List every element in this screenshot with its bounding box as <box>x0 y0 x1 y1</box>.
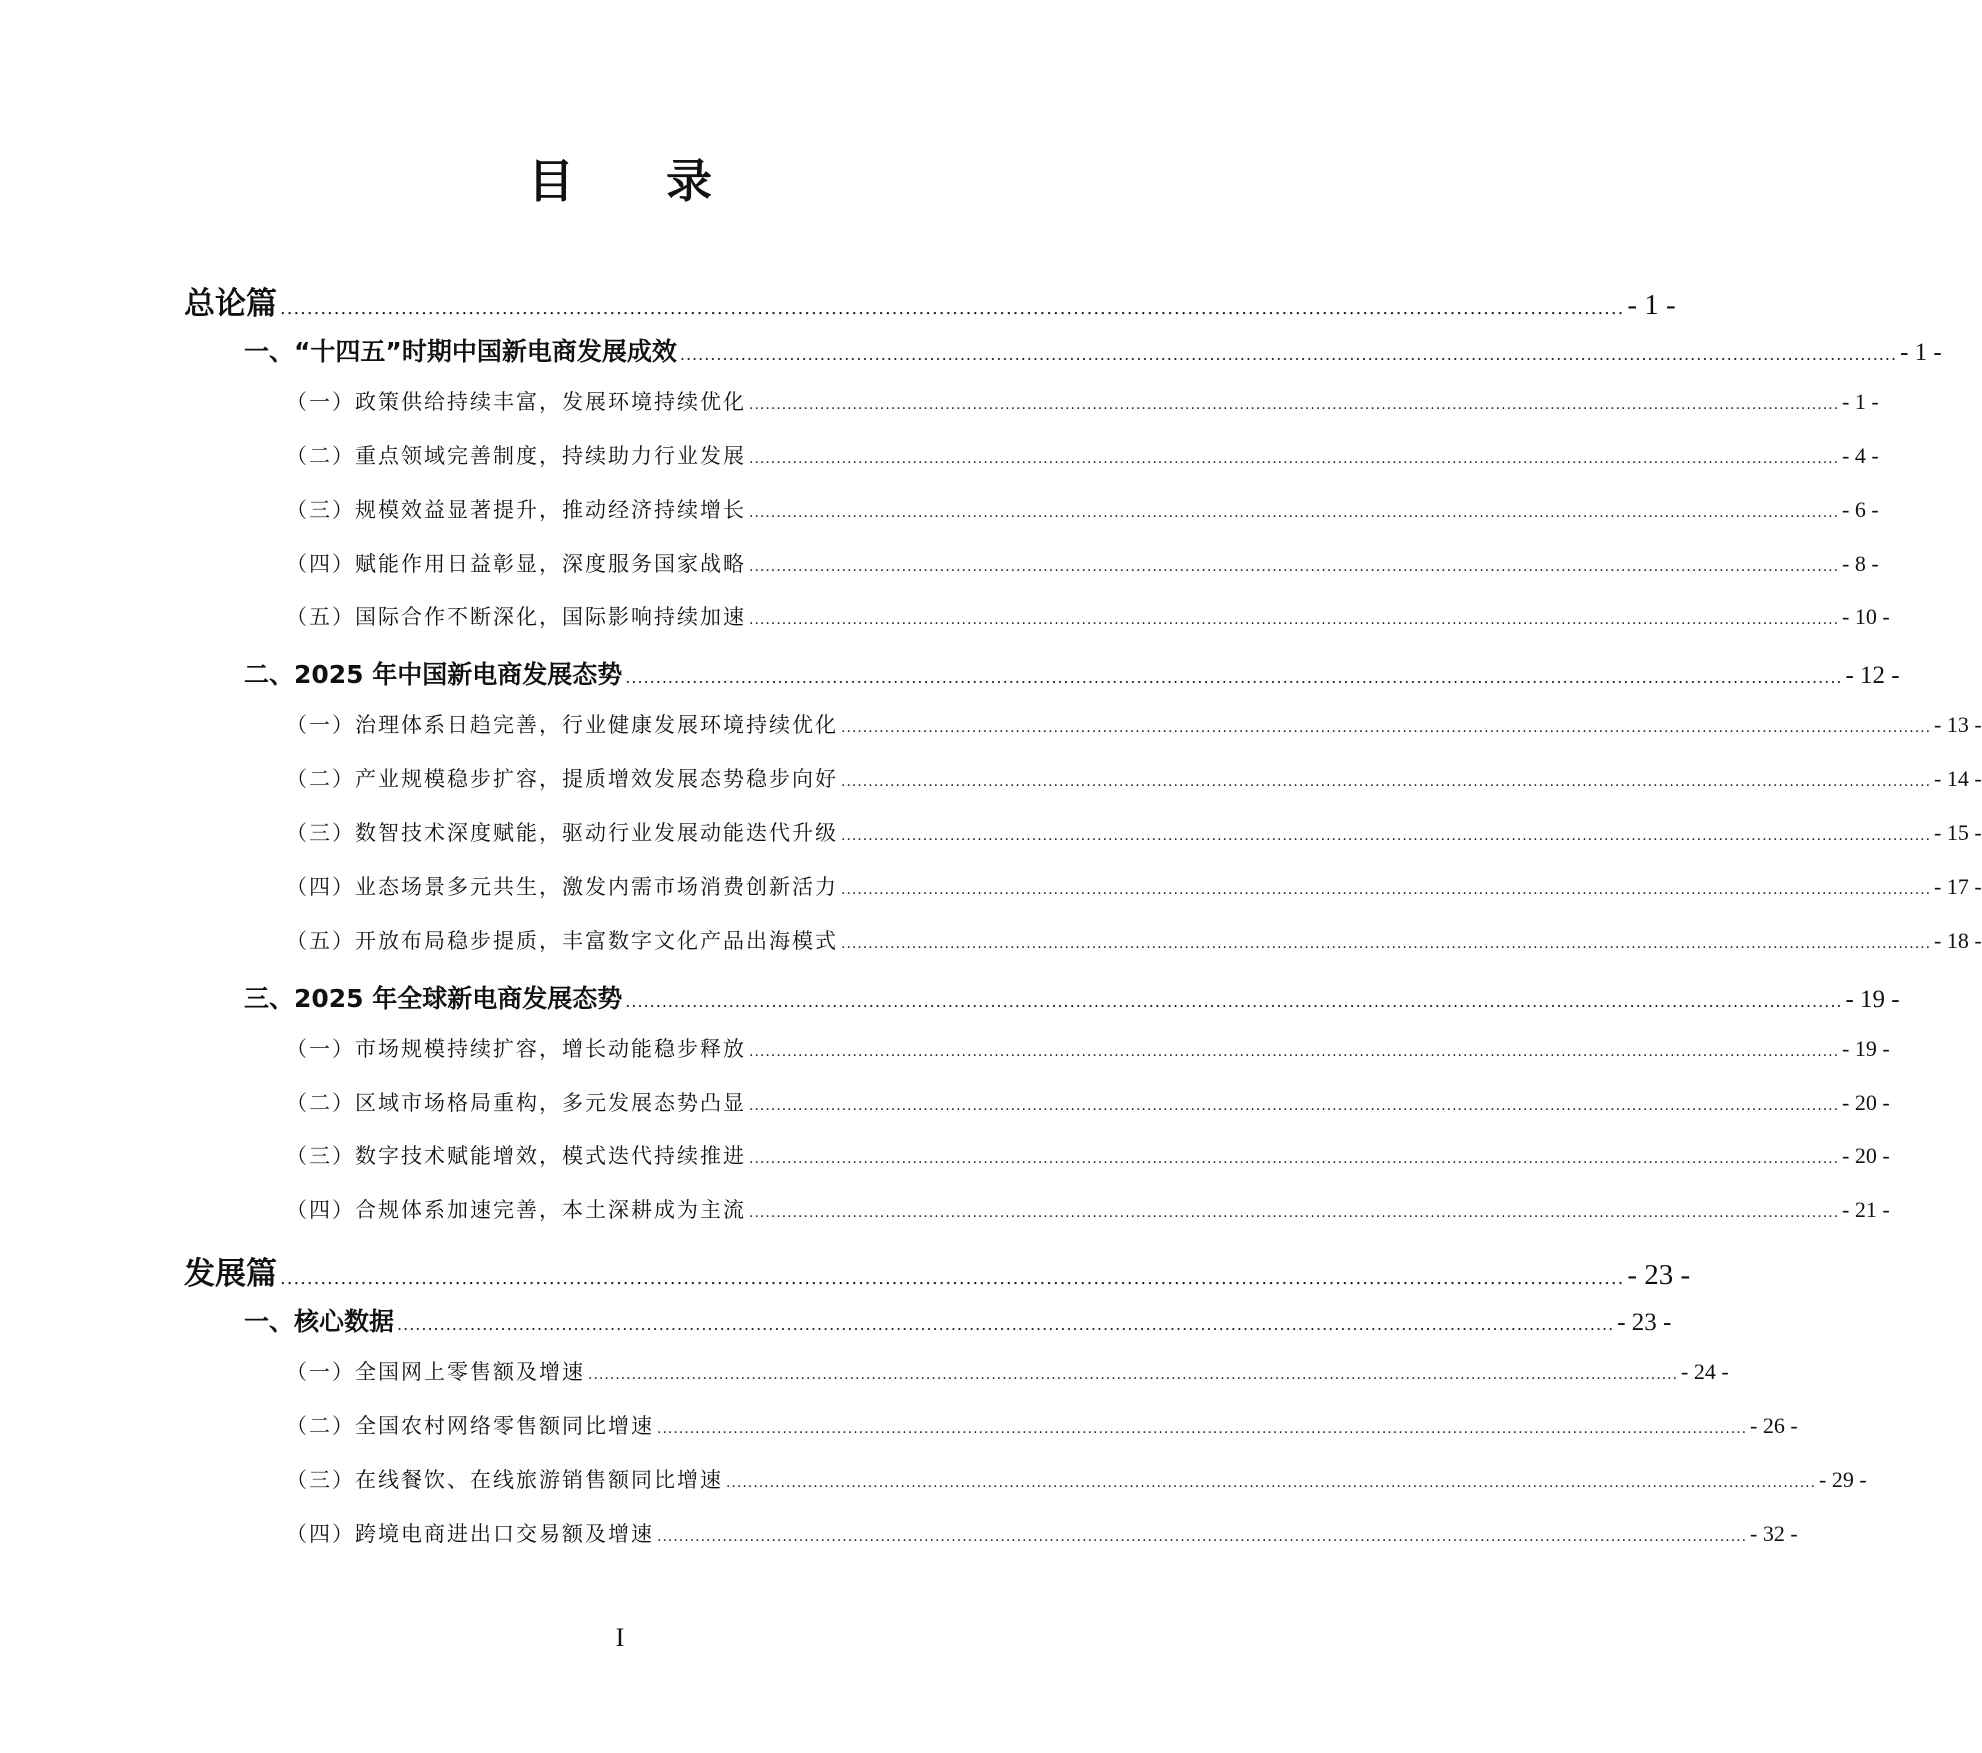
toc-entry-label: 一、核心数据 <box>244 1307 395 1336</box>
toc-entry-page: - 20 - <box>1842 1090 1890 1115</box>
toc-entry-page: - 4 - <box>1842 443 1879 468</box>
toc-entry-label: （二）产业规模稳步扩容，提质增效发展态势稳步向好 <box>286 767 838 791</box>
toc-entry[interactable] <box>286 925 1982 955</box>
dot-leader: ........................................................................................................................................................................................................ <box>841 882 1932 898</box>
toc-entry-page: - 32 - <box>1750 1521 1798 1546</box>
toc-entry-label: 一、“十四五”时期中国新电商发展成效 <box>244 337 677 366</box>
dot-leader: ........................................................................................................................................................................................................ <box>625 992 1843 1011</box>
dot-leader: ........................................................................................................................................................................................................ <box>280 1268 1625 1289</box>
toc-entry-label: 总论篇 <box>184 286 277 322</box>
toc-entry-page: - 26 - <box>1750 1413 1798 1438</box>
dot-leader: ........................................................................................................................................................................................................ <box>726 1475 1817 1491</box>
toc-entry-page: - 29 - <box>1819 1467 1867 1492</box>
toc-entry-label: （一）政策供给持续丰富，发展环境持续优化 <box>286 390 746 414</box>
toc-entry-label: （五）开放布局稳步提质，丰富数字文化产品出海模式 <box>286 929 838 953</box>
toc-entry-label: （一）全国网上零售额及增速 <box>286 1360 585 1384</box>
dot-leader: ........................................................................................................................................................................................................ <box>841 720 1932 736</box>
toc-entry-page: - 15 - <box>1934 820 1982 845</box>
toc-entry[interactable] <box>286 1087 1890 1117</box>
toc-entry-page: - 21 - <box>1842 1197 1890 1222</box>
toc-entry[interactable] <box>286 1464 1867 1494</box>
dot-leader: ........................................................................................................................................................................................................ <box>749 559 1840 575</box>
toc-entry[interactable] <box>286 1356 1729 1386</box>
toc-entry[interactable] <box>184 1248 1691 1293</box>
toc-entry-label: （四）合规体系加速完善，本土深耕成为主流 <box>286 1198 746 1222</box>
toc-entry-label: （二）区域市场格局重构，多元发展态势凸显 <box>286 1091 746 1115</box>
toc-entry-label: （三）在线餐饮、在线旅游销售额同比增速 <box>286 1468 723 1492</box>
toc-entry[interactable] <box>286 817 1982 847</box>
toc-entry-label: （四）业态场景多元共生，激发内需市场消费创新活力 <box>286 875 838 899</box>
toc-entry-page: - 1 - <box>1842 389 1879 414</box>
dot-leader: ........................................................................................................................................................................................................ <box>749 397 1840 413</box>
toc-entry-page: - 19 - <box>1842 1036 1890 1061</box>
toc-entry[interactable] <box>184 278 1676 323</box>
toc-entry-label: 二、2025 年中国新电商发展态势 <box>244 660 623 689</box>
toc-entry-page: - 1 - <box>1900 339 1942 366</box>
dot-leader: ........................................................................................................................................................................................................ <box>749 505 1840 521</box>
toc-entry-page: - 12 - <box>1845 662 1900 689</box>
toc-entry-page: - 8 - <box>1842 551 1879 576</box>
dot-leader: ........................................................................................................................................................................................................ <box>749 1205 1840 1221</box>
toc-entry-page: - 10 - <box>1842 604 1890 629</box>
dot-leader: ........................................................................................................................................................................................................ <box>280 298 1625 319</box>
toc-entry-label: （三）规模效益显著提升，推动经济持续增长 <box>286 498 746 522</box>
toc-entry-label: 三、2025 年全球新电商发展态势 <box>244 984 623 1013</box>
toc-entry-label: （三）数字技术赋能增效，模式迭代持续推进 <box>286 1144 746 1168</box>
toc-entry[interactable] <box>244 655 1900 691</box>
toc-entry[interactable] <box>286 440 1879 470</box>
toc-entry[interactable] <box>286 871 1982 901</box>
dot-leader: ........................................................................................................................................................................................................ <box>749 451 1840 467</box>
toc-entry-label: （一）市场规模持续扩容，增长动能稳步释放 <box>286 1037 746 1061</box>
toc-entry[interactable] <box>286 1033 1890 1063</box>
dot-leader: ........................................................................................................................................................................................................ <box>657 1529 1748 1545</box>
dot-leader: ........................................................................................................................................................................................................ <box>749 612 1840 628</box>
toc-entry[interactable] <box>244 979 1900 1015</box>
toc-entry[interactable] <box>286 1410 1798 1440</box>
toc-entry-page: - 23 - <box>1627 1259 1691 1291</box>
toc-entry-label: 发展篇 <box>184 1256 277 1292</box>
dot-leader: ........................................................................................................................................................................................................ <box>679 345 1898 364</box>
dot-leader: ........................................................................................................................................................................................................ <box>749 1151 1840 1167</box>
dot-leader: ........................................................................................................................................................................................................ <box>841 936 1932 952</box>
toc-entry[interactable] <box>286 1194 1890 1224</box>
dot-leader: ........................................................................................................................................................................................................ <box>749 1044 1840 1060</box>
toc-entry-label: （五）国际合作不断深化，国际影响持续加速 <box>286 605 746 629</box>
page-number: I <box>615 1623 625 1652</box>
toc-entry[interactable] <box>286 548 1879 578</box>
toc-entry[interactable] <box>286 1518 1798 1548</box>
toc-entry[interactable] <box>286 601 1890 631</box>
toc-entry[interactable] <box>286 494 1879 524</box>
toc-entry-page: - 13 - <box>1934 712 1982 737</box>
toc-entry-page: - 17 - <box>1934 874 1982 899</box>
toc-entry-page: - 14 - <box>1934 766 1982 791</box>
toc-entry-label: （二）重点领域完善制度，持续助力行业发展 <box>286 444 746 468</box>
page-title: 目 录 <box>527 154 750 208</box>
toc-entry-page: - 1 - <box>1627 289 1676 321</box>
toc-entry-label: （三）数智技术深度赋能，驱动行业发展动能迭代升级 <box>286 821 838 845</box>
dot-leader: ........................................................................................................................................................................................................ <box>749 1098 1840 1114</box>
dot-leader: ........................................................................................................................................................................................................ <box>841 828 1932 844</box>
dot-leader: ........................................................................................................................................................................................................ <box>588 1367 1679 1383</box>
toc-entry-page: - 24 - <box>1681 1359 1729 1384</box>
dot-leader: ........................................................................................................................................................................................................ <box>625 668 1843 687</box>
toc-entry-label: （二）全国农村网络零售额同比增速 <box>286 1414 654 1438</box>
toc-entry[interactable] <box>286 709 1982 739</box>
toc-entry-page: - 6 - <box>1842 497 1879 522</box>
toc-entry-label: （四）跨境电商进出口交易额及增速 <box>286 1522 654 1546</box>
toc-entry[interactable] <box>286 386 1879 416</box>
toc-entry[interactable] <box>286 763 1982 793</box>
toc-entry-label: （一）治理体系日趋完善，行业健康发展环境持续优化 <box>286 713 838 737</box>
toc-entry-label: （四）赋能作用日益彰显，深度服务国家战略 <box>286 552 746 576</box>
toc-entry-page: - 23 - <box>1617 1309 1672 1336</box>
dot-leader: ........................................................................................................................................................................................................ <box>397 1315 1615 1334</box>
dot-leader: ........................................................................................................................................................................................................ <box>657 1421 1748 1437</box>
toc-entry-page: - 19 - <box>1845 986 1900 1013</box>
toc-entry[interactable] <box>244 1302 1672 1338</box>
toc-entry[interactable] <box>286 1140 1890 1170</box>
toc-entry-page: - 20 - <box>1842 1143 1890 1168</box>
toc-entry-page: - 18 - <box>1934 928 1982 953</box>
dot-leader: ........................................................................................................................................................................................................ <box>841 774 1932 790</box>
toc-entry[interactable] <box>244 332 1942 368</box>
